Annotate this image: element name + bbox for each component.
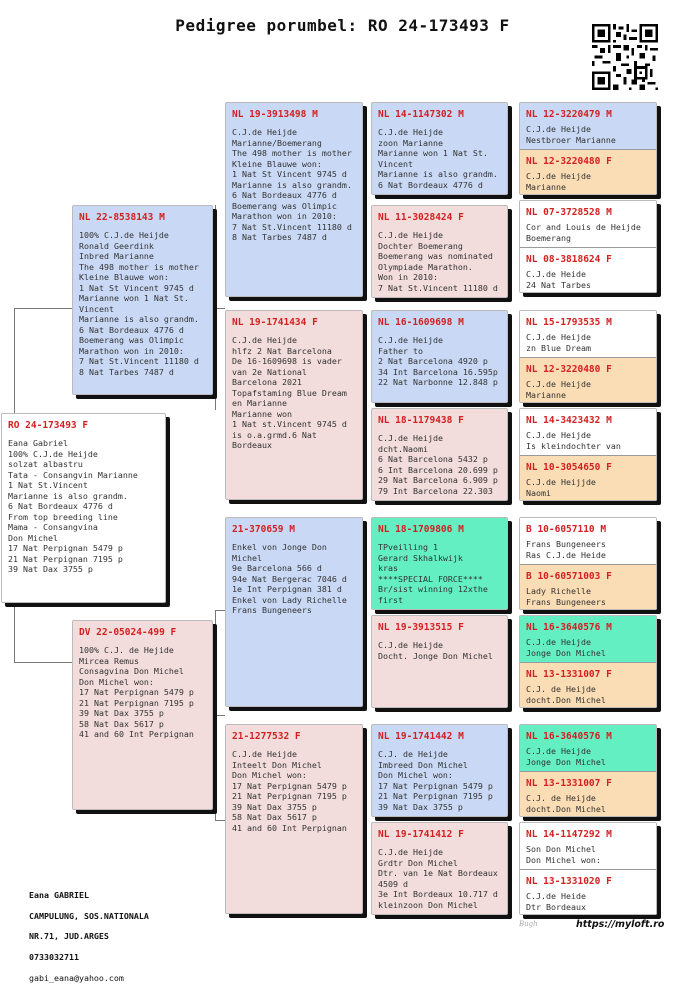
great-grandparent-card	[371, 102, 508, 195]
pigeon-notes: C.J.de Heijjde Naomi	[526, 477, 596, 498]
ring-number: NL 14-3423432 M	[526, 415, 612, 426]
page-title: Pedigree porumbel: RO 24-173493 F	[175, 16, 510, 35]
pigeon-notes: C.J.de Heijde Jonge Don Michel	[526, 746, 606, 767]
ring-number: NL 15-1793535 M	[526, 317, 612, 328]
owner-phone: 0733032711	[29, 952, 79, 963]
ring-number: NL 22-8538143 M	[79, 212, 165, 223]
owner-email[interactable]: gabi_eana@yahoo.com	[29, 972, 124, 983]
pigeon-notes: C.J.de Heijde Docht. Jonge Don Michel	[378, 640, 493, 661]
pigeon-notes: C.J.de Heijde zn Blue Dream	[526, 332, 591, 353]
subject-card	[1, 413, 166, 603]
owner-address-line2: NR.71, JUD.ARGES	[29, 931, 109, 942]
connector-line	[215, 715, 225, 716]
pigeon-notes: C.J.de Heijde Jonge Don Michel	[526, 637, 606, 658]
ring-number: NL 08-3818624 F	[526, 254, 612, 265]
great-grandparent-card	[371, 205, 508, 298]
ring-number: NL 12-3220480 F	[526, 364, 612, 375]
ring-number: NL 11-3028424 F	[378, 212, 464, 223]
ring-number: NL 07-3728528 M	[526, 207, 612, 218]
pigeon-notes: Eana Gabriel 100% C.J.de Heijde solzat albastru Tata - Consangvin Marianne 1 Nat St.Vincent Marianne is also grandm. 6 Nat Bordeaux 4776 d From top breeding line Mama - Consangvina Don Michel 17 Nat Perpignan 5479 p 21 Nat Perpignan 7195 p 39 Nat Dax 3755 p	[8, 438, 138, 574]
connector-line	[215, 820, 225, 821]
great-grandparent-card	[371, 310, 508, 403]
pigeon-notes: Son Don Michel Don Michel won:	[526, 844, 601, 865]
pigeon-notes: Enkel von Jonge Don Michel 9e Barcelona 566 d 94e Nat Bergerac 7046 d 1e Int Perpignan 381 d Enkel von Lady Richelle Frans Bungeneers	[232, 542, 347, 615]
owner-address-line1: CAMPULUNG, SOS.NATIONALA	[29, 910, 149, 921]
pigeon-notes: 100% C.J.de Heijde Ronald Geerdink Inbred Marianne The 498 mother is mother Kleine Blauwe won: 1 Nat St Vincent 9745 d Marianne won 1 Nat St. Vincent Marianne is also grandm. 6 Nat Bordeaux 4776 d Boemerang was Olimpic Marathon won in 2010: 7 Nat St.Vincent 11180 d 8 Nat Tarbes 7487 d	[79, 230, 199, 377]
ring-number: NL 14-1147302 M	[378, 109, 464, 120]
qr-code	[592, 24, 658, 90]
owner-info	[29, 880, 149, 993]
pigeon-notes: 100% C.J. de Hejide Mircea Remus Consagvina Don Michel Don Michel won: 17 Nat Perpignan 5479 p 21 Nat Perpignan 7195 p 39 Nat Dax 3755 p 58 Nat Dax 5617 p 41 and 60 Int Perpignan	[79, 645, 194, 739]
great-grandparent-card	[371, 517, 508, 610]
connector-line	[14, 308, 72, 309]
ring-number: NL 19-1741412 F	[378, 829, 464, 840]
great-grandparent-card	[371, 615, 508, 708]
ring-number: NL 19-1741442 M	[378, 731, 464, 742]
pigeon-notes: C.J.de Heide 24 Nat Tarbes	[526, 269, 591, 290]
ring-number: 21-370659 M	[232, 524, 295, 535]
pigeon-notes: C.J.de Heijde Marianne	[526, 379, 591, 400]
pigeon-notes: C.J.de Heijde Grdtr Don Michel Dtr. van 1e Nat Bordeaux 4509 d 3e Int Bordeaux 10.717 d kleinzoon Don Michel	[378, 847, 498, 910]
pigeon-notes: C.J. de Heijde docht.Don Michel	[526, 684, 606, 705]
grandmother-maternal-card	[225, 724, 363, 914]
pigeon-notes: C.J.de Heijde Is kleindochter van	[526, 430, 621, 451]
ring-number: B 10-6057110 M	[526, 524, 607, 535]
great-great-grandparent-pair	[519, 200, 657, 293]
great-great-grandparent-pair	[519, 615, 657, 708]
great-great-grandparent-pair	[519, 310, 657, 403]
pigeon-notes: Cor and Louis de Heijde Boemerang	[526, 222, 641, 243]
great-grandparent-card	[371, 724, 508, 817]
ring-number: NL 16-3640576 M	[526, 731, 612, 742]
pigeon-notes: C.J.de Heijde hlfz 2 Nat Barcelona De 16-1609698 is vader van 2e National Barcelona 2021 Topafstaming Blue Dream en Marianne Marianne won 1 Nat st.Vincent 9745 d is o.a.grmd.6 Nat Bordeaux	[232, 335, 347, 450]
pigeon-notes: C.J.de Heijde Nestbroer Marianne	[526, 124, 616, 145]
connector-line	[215, 610, 225, 611]
pigeon-notes: C.J.de Heijde Marianne	[526, 171, 591, 192]
pigeon-notes: C.J.de Heijde Marianne/Boemerang The 498 mother is mother Kleine Blauwe won: 1 Nat St Vincent 9745 d Marianne is also grandm. 6 Nat Bordeaux 4776 d Boemerang was Olimpic Marathon won in 2010: 7 Nat St.Vincent 11180 d 8 Nat Tarbes 7487 d	[232, 127, 352, 242]
ring-number: B 10-60571003 F	[526, 571, 612, 582]
ring-number: NL 13-1331020 F	[526, 876, 612, 887]
great-great-grandparent-pair	[519, 102, 657, 195]
great-great-grandparent-pair	[519, 724, 657, 817]
grandfather-paternal-card	[225, 102, 363, 297]
pigeon-notes: C.J.de Heide Dtr Bordeaux	[526, 891, 586, 912]
pigeon-notes: C.J. de Heijde docht.Don Michel	[526, 793, 606, 814]
ring-number: NL 16-3640576 M	[526, 622, 612, 633]
mother-card	[72, 620, 213, 810]
ring-number: RO 24-173493 F	[8, 420, 89, 431]
connector-line	[14, 662, 72, 663]
ring-number: NL 10-3054650 F	[526, 462, 612, 473]
great-grandparent-card	[371, 822, 508, 915]
father-card	[72, 205, 213, 395]
signature: Bugh	[519, 920, 538, 928]
pigeon-notes: TPveilling 1 Gerard Skhalkwijk kras ****SPECIAL FORCE**** Br/sist winning 12xthe first	[378, 542, 488, 605]
owner-name: Eana GABRIEL	[29, 890, 89, 901]
grandmother-paternal-card	[225, 310, 363, 500]
pigeon-notes: C.J.de Heijde zoon Marianne Marianne won 1 Nat St. Vincent Marianne is also grandm. 6 Nat Bordeaux 4776 d	[378, 127, 498, 190]
ring-number: NL 16-1609698 M	[378, 317, 464, 328]
pigeon-notes: C.J.de Heijde Inteelt Don Michel Don Michel won: 17 Nat Perpignan 5479 p 21 Nat Perpignan 7195 p 39 Nat Dax 3755 p 58 Nat Dax 5617 p 41 and 60 Int Perpignan	[232, 749, 347, 833]
pigeon-notes: C.J.de Heijde dcht.Naomi 6 Nat Barcelona 5432 p 6 Int Barcelona 20.699 p 29 Nat Barcelona 6.909 p 79 Int Barcelona 22.303	[378, 433, 498, 496]
great-great-grandparent-pair	[519, 822, 657, 915]
ring-number: NL 19-3913515 F	[378, 622, 464, 633]
ring-number: NL 14-1147292 M	[526, 829, 612, 840]
pigeon-notes: Frans Bungeneers Ras C.J.de Heide	[526, 539, 606, 560]
pigeon-notes: C.J.de Heijde Father to 2 Nat Barcelona 4920 p 34 Int Barcelona 16.595p 22 Nat Narbonne 12.848 p	[378, 335, 498, 387]
website-link[interactable]: https://myloft.ro	[576, 919, 665, 930]
pigeon-notes: C.J.de Heijde Dochter Boemerang Boemerang was nominated Olympiade Marathon. Won in 2010: 7 Nat St.Vincent 11180 d	[378, 230, 498, 293]
pigeon-notes: Lady Richelle Frans Bungeneers	[526, 586, 606, 607]
ring-number: NL 18-1179438 F	[378, 415, 464, 426]
pigeon-notes: C.J. de Heijde Imbreed Don Michel Don Michel won: 17 Nat Perpignan 5479 p 21 Nat Perpignan 7195 p 39 Nat Dax 3755 p	[378, 749, 493, 812]
connector-line	[215, 610, 216, 820]
great-great-grandparent-pair	[519, 408, 657, 501]
ring-number: NL 12-3220479 M	[526, 109, 612, 120]
ring-number: NL 13-1331007 F	[526, 778, 612, 789]
connector-line	[215, 308, 225, 309]
ring-number: NL 13-1331007 F	[526, 669, 612, 680]
ring-number: DV 22-05024-499 F	[79, 627, 177, 638]
ring-number: NL 12-3220480 F	[526, 156, 612, 167]
ring-number: 21-1277532 F	[232, 731, 301, 742]
ring-number: NL 18-1709806 M	[378, 524, 464, 535]
great-great-grandparent-pair	[519, 517, 657, 610]
ring-number: NL 19-3913498 M	[232, 109, 318, 120]
grandfather-maternal-card	[225, 517, 363, 707]
great-grandparent-card	[371, 408, 508, 501]
ring-number: NL 19-1741434 F	[232, 317, 318, 328]
